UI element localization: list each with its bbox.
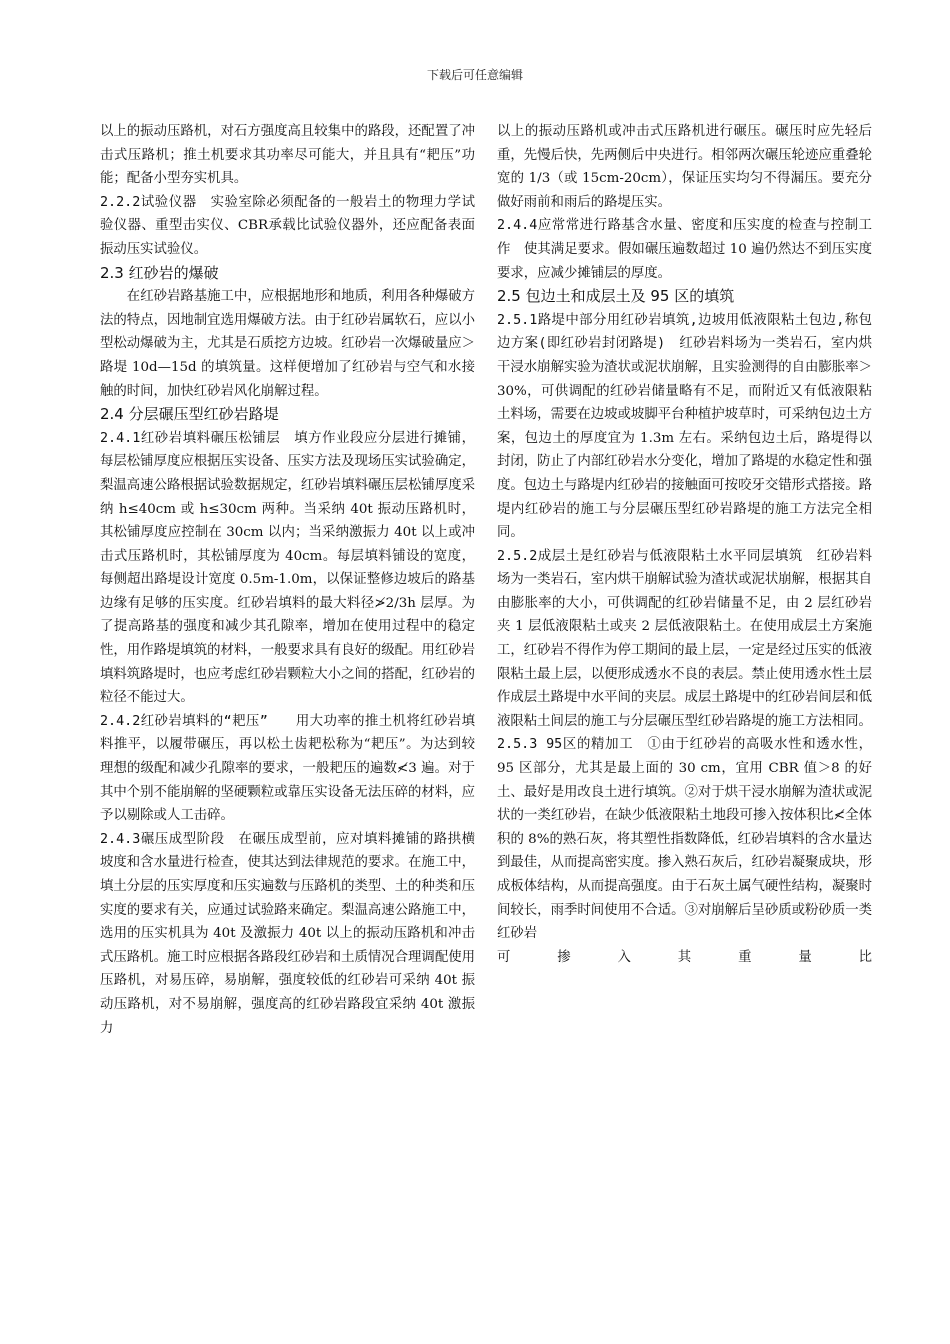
paragraph-text: 填方作业段应分层进行摊铺，每层松铺厚度应根据压实设备、压实方法及现场压实试验确定，梨温高速公路根据试验数据规定，红砂岩填料碾压层松铺厚度采纳 h≤40cm 或 h≤30cm 两种。当采纳 40t 振动压路机时，其松铺厚度应控制在 30cm 以内；当采纳激振力 40t 以上或冲击式压路机时，其松铺厚度为 40cm。每层填料铺设的宽度，每侧超出路堤设计宽度 0.5m-1.0m，以保证整修边坡后的路基边缘有足够的压实度。红砂岩填料的最大料径≯2/3h 层厚。为了提高路基的强度和减少其孔隙率，增加在使用过程中的稳定性，用作路堤填筑的材料，一般要求具有良好的级配。用红砂岩填料筑路堤时，也应考虑红砂岩颗粒大小之间的搭配，红砂岩的粒径不能过大。 (100, 430, 476, 706)
section-heading: 2.5 包边土和成层土及 95 区的填筑 (497, 287, 735, 306)
paragraph-text: ①由于红砂岩的高吸水性和透水性，95 区部分，尤其是最上面的 30 cm，宜用 CBR 值＞8 的好土、最好是用改良土进行填筑。②对于烘干浸水崩解为渣状或泥状的一类红砂岩，在缺少低液限粘土地段可掺入按体积比≮全体积的 8%的熟石灰，将其塑性指数降低，红砂岩填料的含水量达到最佳，从而提高密实度。掺入熟石灰后，红砂岩凝聚成块，形成板体结构，从而提高强度。由于石灰土属气硬性结构，凝聚时间较长，雨季时间使用不合适。③对崩解后呈砂质或粉砂质一类红砂岩 (497, 737, 873, 942)
paragraph (100, 191, 475, 262)
paragraph: 以上的振动压路机或冲击式压路机进行碾压。碾压时应先轻后重，先慢后快，先两侧后中央进行。相邻两次碾压轮迹应重叠轮宽的 1/3（或 15cm-20cm），保证压实均匀不得漏压。要充分做好雨前和雨后的路堤压实。 (497, 124, 872, 210)
right-column (497, 120, 872, 969)
paragraph: 在红砂岩路基施工中，应根据地形和地质，利用各种爆破方法的特点，因地制宜选用爆破方法。由于红砂岩属软石，应以小型松动爆破为主，尤其是石质挖方边坡。红砂岩一次爆破量应＞路堤 10d—15d 的填筑量。这样便增加了红砂岩与空气和水接触的时间，加快红砂岩风化崩解过程。 (100, 289, 475, 399)
paragraph (497, 545, 872, 734)
paragraph-text: 红砂岩料场为一类岩石，室内烘干浸水崩解实验为渣状或泥状崩解，且实验测得的自由膨胀率＞30%，可供调配的红砂岩储量略有不足，而附近又有低液限粘土料场，需要在边坡或坡脚平台种植护坡草时，可采纳包边土方案，包边土的厚度宜为 1.3m 左右。采纳包边土后，路堤得以封闭，防止了内部红砂岩水分变化，增加了路堤的水稳定性和强度。包边土与路堤内红砂岩的接触面可按咬牙交错形式搭接。路堤内红砂岩的施工与分层碾压型红砂岩路堤的施工方法完全相同。 (497, 336, 873, 541)
paragraph (100, 710, 475, 828)
subsection-lead: 2.4.2红砂岩填料的“耙压” (100, 713, 268, 729)
paragraph (100, 828, 475, 1040)
subsection-lead: 2.4.1红砂岩填料碾压松铺层 (100, 430, 281, 446)
section-heading: 2.4 分层碾压型红砂岩路堤 (100, 405, 279, 424)
subsection-lead: 2.5.1路堤中部分用红砂岩填筑,边坡用低液限粘土包边,称包边方案(即红砂岩封闭路堤) (497, 312, 872, 352)
subsection-lead: 2.2.2试验仪器 (100, 194, 197, 210)
paragraph (497, 733, 872, 945)
paragraph (100, 427, 475, 710)
section-heading: 2.3 红砂岩的爆破 (100, 263, 219, 282)
page-header: 下载后可任意编辑 (426, 68, 523, 82)
paragraph-text: 红砂岩料场为一类岩石，室内烘干崩解试验为渣状或泥状崩解，根据其自由膨胀率的大小，可供调配的红砂岩储量不足，由 2 层红砂岩夹 1 层低液限粘土或夹 2 层低液限粘土。在使用成层土方案施工，红砂岩不得作为停工期间的最上层，一定是经过压实的低液限粘土最上层，以便形成透水不良的表层。禁止使用透水性土层作成层土路堤中水平间的夹层。成层土路堤中的红砂岩间层和低液限粘土间层的施工与分层碾压型红砂岩路堤的施工方法相同。 (497, 548, 872, 729)
paragraph (497, 309, 872, 545)
paragraph-text: 在碾压成型前，应对填料摊铺的路拱横坡度和含水量进行检查，使其达到法律规范的要求。在施工中，填土分层的压实厚度和压实遍数与压路机的类型、土的种类和压实度的要求有关，应通过试验路来确定。梨温高速公路施工中，选用的压实机具为 40t 及激振力 40t 以上的振动压路机和冲击式压路机。施工时应根据各路段红砂岩和土质情况合理调配使用压路机，对易压碎，易崩解，强度较低的红砂岩可采纳 40t 振动压路机，对不易崩解，强度高的红砂岩路段宜采纳 40t 激振力 (100, 831, 476, 1036)
subsection-lead: 2.5.2成层土是红砂岩与低液限粘土水平同层填筑 (497, 548, 803, 564)
left-column (100, 120, 475, 1040)
paragraph (497, 214, 872, 285)
subsection-lead: 2.4.3碾压成型阶段 (100, 831, 225, 847)
subsection-lead: 2.4.4应常常进行路基含水量、密度和压实度的检查与控制工作 (497, 218, 872, 257)
paragraph-text: 实验室除必须配备的一般岩土的物理力学试验仪器、重型击实仪、CBR承载比试验仪器外，还应配备表面振动压实试验仪。 (100, 194, 476, 257)
paragraph: 以上的振动压路机，对石方强度高且较集中的路段，还配置了冲击式压路机；推土机要求其功率尽可能大，并且具有“耙压”功能；配备小型夯实机具。 (100, 124, 475, 187)
paragraph-text: 用大功率的推土机将红砂岩填料推平，以履带碾压，再以松土齿耙松称为“耙压”。为达到较理想的级配和减少孔隙率的要求，一般耙压的遍数≮3 遍。对于其中个别不能崩解的坚硬颗粒或靠压实设备无法压碎的材料，应予以剔除或人工击碎。 (100, 713, 476, 824)
paragraph: 可 掺 入 其 重 量 比 (497, 949, 872, 965)
paragraph-text: 使其满足要求。假如碾压遍数超过 10 遍仍然达不到压实度要求，应减少摊铺层的厚度。 (497, 241, 873, 281)
subsection-lead: 2.5.3 95区的精加工 (497, 737, 634, 753)
